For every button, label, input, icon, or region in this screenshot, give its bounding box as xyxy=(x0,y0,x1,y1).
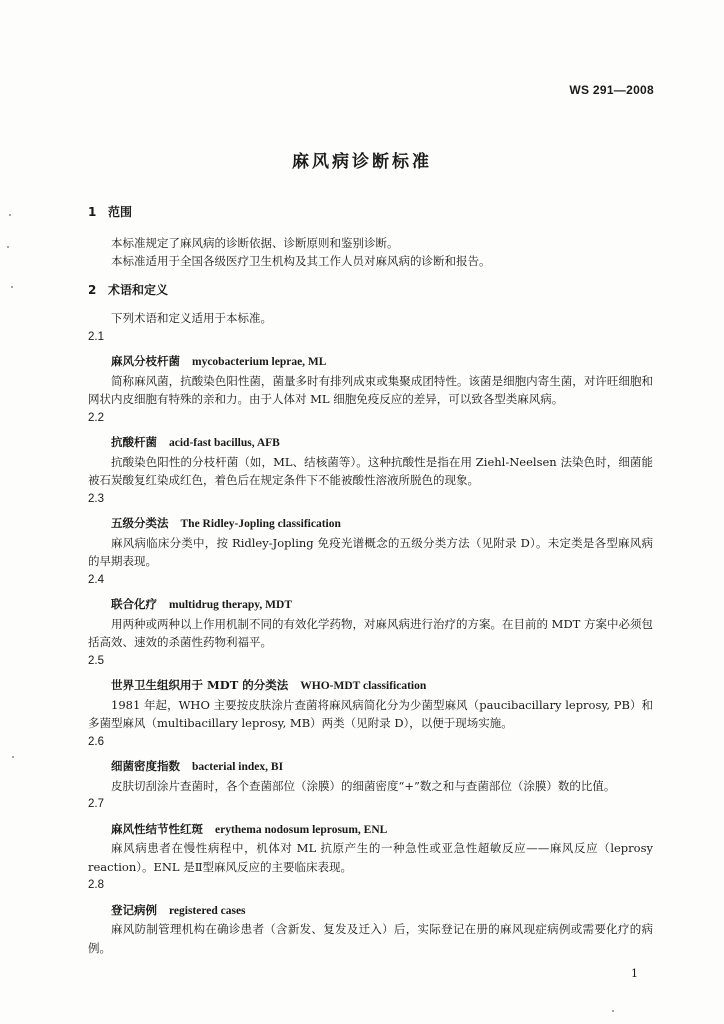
term-definition: 用两种或两种以上作用机制不同的有效化学药物，对麻风病进行治疗的方案。在目前的 MDT 方案中必须包括高效、速效的杀菌性药物利福平。 xyxy=(88,616,653,649)
scan-speck xyxy=(12,756,14,758)
term-definition: 1981 年起，WHO 主要按皮肤涂片查菌将麻风病简化分为少菌型麻风（paucibacillary leprosy, PB）和多菌型麻风（multibacillary leprosy, MB）两类（见附录 D），以便于现场实施。 xyxy=(88,697,653,730)
term-number: 2.8 xyxy=(88,879,104,891)
term-definition: 麻风病患者在慢性病程中，机体对 ML 抗原产生的一种急性或亚急性超敏反应——麻风反应（leprosy reaction）。ENL 是Ⅱ型麻风反应的主要临床表现。 xyxy=(88,841,653,874)
term-entry xyxy=(88,795,653,876)
term-entry xyxy=(88,876,653,957)
term-cn: 五级分类法 xyxy=(111,516,169,530)
scan-speck xyxy=(612,1010,614,1012)
term-heading xyxy=(88,595,653,615)
section-number: 1 xyxy=(88,205,97,219)
term-heading xyxy=(88,901,653,921)
section-heading-1 xyxy=(88,203,653,222)
term-number: 2.6 xyxy=(88,735,104,748)
term-entry xyxy=(88,409,653,490)
term-definition: 麻风病临床分类中，按 Ridley-Jopling 免疫光谱概念的五级分类方法（见附录 D）。未定类是各型麻风病的早期表现。 xyxy=(88,535,653,568)
term-en: WHO-MDT classification xyxy=(300,680,427,692)
term-en: erythema nodosum leprosum, ENL xyxy=(215,823,388,836)
term-number: 2.4 xyxy=(88,573,104,586)
paragraph: 下列术语和定义适用于本标准。 xyxy=(111,311,272,325)
term-en: mycobacterium leprae, ML xyxy=(192,356,327,368)
term-entry xyxy=(88,328,653,409)
term-definition: 简称麻风菌，抗酸染色阳性菌，菌量多时有排列成束或集聚成团特性。该菌是细胞内寄生菌，对许旺细胞和网状内皮细胞有特殊的亲和力。由于人体对 ML 细胞免疫反应的差异，可以致各型类麻风病。 xyxy=(88,373,653,406)
term-en: The Ridley-Jopling classification xyxy=(180,518,341,530)
term-cn: 抗酸杆菌 xyxy=(111,435,157,449)
term-heading xyxy=(88,757,653,777)
term-entry xyxy=(88,733,653,796)
term-heading xyxy=(88,433,653,453)
section-title: 术语和定义 xyxy=(108,282,169,297)
term-number: 2.5 xyxy=(88,654,104,667)
section-title: 范围 xyxy=(108,205,133,219)
term-cn: 登记病例 xyxy=(111,902,157,917)
term-definition: 麻风防制管理机构在确诊患者（含新发、复发及迁入）后，实际登记在册的麻风现症病例或需要化疗的病例。 xyxy=(88,922,653,955)
term-number: 2.7 xyxy=(88,798,104,810)
standard-code: WS 291—2008 xyxy=(569,83,654,97)
paragraph: 本标准规定了麻风病的诊断依据、诊断原则和鉴别诊断。 xyxy=(111,235,399,250)
term-en: multidrug therapy, MDT xyxy=(169,599,292,611)
term-entry xyxy=(88,571,653,652)
term-cn: 联合化疗 xyxy=(111,597,157,611)
term-entry xyxy=(88,490,653,571)
term-cn: 世界卫生组织用于 MDT 的分类法 xyxy=(111,678,289,692)
term-definition: 皮肤切刮涂片查菌时，各个查菌部位（涂膜）的细菌密度“+”数之和与查菌部位（涂膜）数的比值。 xyxy=(111,778,616,793)
term-cn: 麻风分枝杆菌 xyxy=(111,354,180,368)
paragraph: 本标准适用于全国各级医疗卫生机构及其工作人员对麻风病的诊断和报告。 xyxy=(111,254,491,268)
term-heading xyxy=(88,676,653,696)
term-cn: 麻风性结节性红斑 xyxy=(111,821,203,836)
page-number: 1 xyxy=(631,967,638,980)
section-number: 2 xyxy=(88,282,97,297)
term-entry xyxy=(88,652,653,733)
terms-list xyxy=(88,328,653,958)
term-heading xyxy=(88,820,653,840)
document-title: 麻风病诊断标准 xyxy=(292,152,432,172)
term-en: acid-fast bacillus, AFB xyxy=(169,437,280,449)
term-heading xyxy=(88,352,653,372)
term-number: 2.1 xyxy=(88,330,104,343)
scan-speck xyxy=(7,246,9,248)
term-heading xyxy=(88,514,653,534)
term-en: registered cases xyxy=(169,904,246,917)
document-body xyxy=(88,203,653,957)
scan-speck xyxy=(11,286,13,288)
term-number: 2.3 xyxy=(88,492,104,505)
term-en: bacterial index, BI xyxy=(192,761,284,773)
term-definition: 抗酸染色阳性的分枝杆菌（如，ML、结核菌等）。这种抗酸性是指在用 Ziehl-Neelsen 法染色时，细菌能被石炭酸复红染成红色，着色后在规定条件下不能被酸性溶液所脱色的现象。 xyxy=(88,454,653,487)
scan-speck xyxy=(9,214,11,216)
term-number: 2.2 xyxy=(88,411,104,424)
section-heading-2 xyxy=(88,281,653,300)
term-cn: 细菌密度指数 xyxy=(111,759,180,773)
